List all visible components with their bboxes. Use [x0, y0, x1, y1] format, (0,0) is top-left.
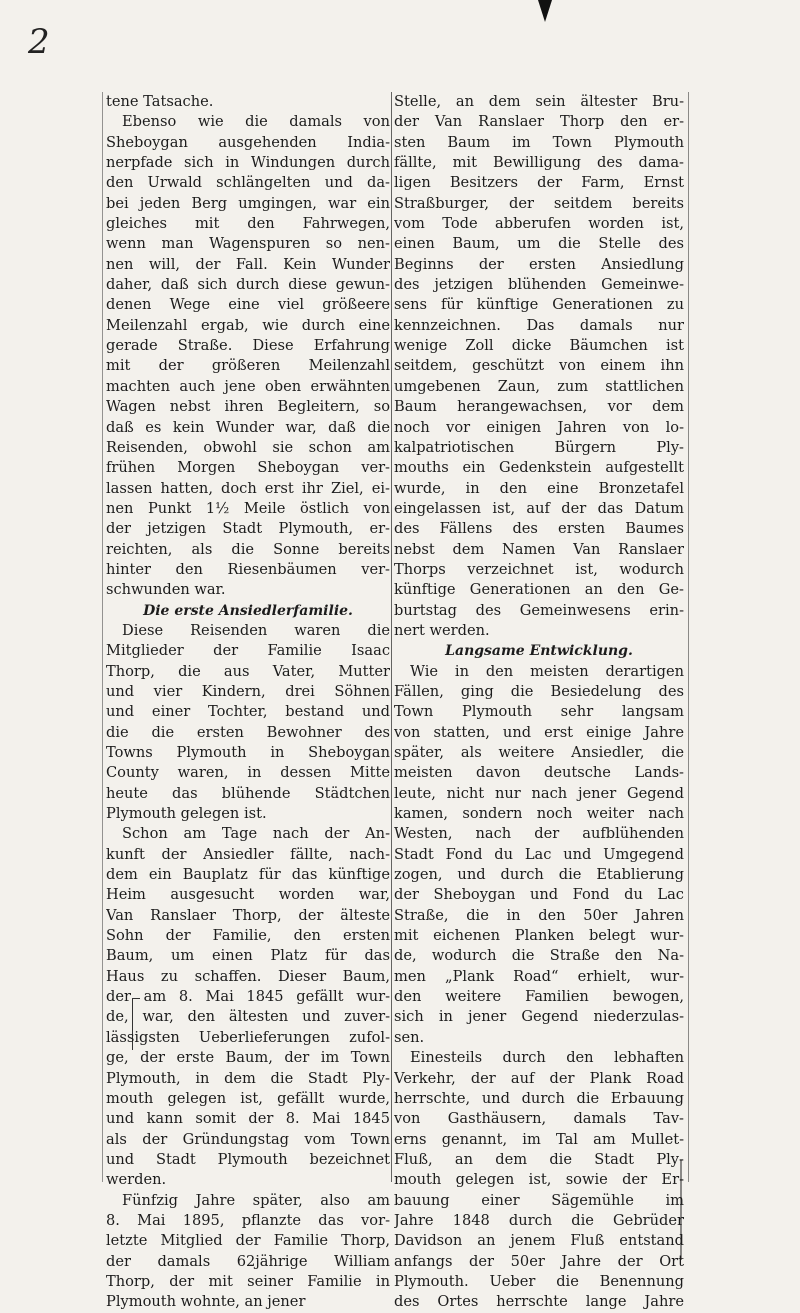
left-border-rule — [102, 92, 103, 1182]
text-line: wurde, in den eine Bronzetafel — [394, 479, 684, 497]
text-line: der Van Ranslaer Thorp den er- — [394, 113, 684, 131]
text-line: eingelassen ist, auf der das Datum — [394, 499, 684, 517]
text-line: Thorp, die aus Vater, Mutter — [106, 662, 390, 680]
text-line: Plymouth gelegen ist. — [106, 805, 267, 823]
text-line: des Fällens des ersten Baumes — [394, 520, 684, 538]
text-line: nebst dem Namen Van Ranslaer — [394, 540, 684, 558]
text-line: Towns Plymouth in Sheboygan — [106, 744, 390, 761]
text-line: als der Gründungstag vom Town — [106, 1130, 390, 1148]
text-line: ge, der erste Baum, der im Town — [106, 1049, 390, 1067]
column-divider — [391, 92, 392, 1182]
text-line: zogen, und durch die Etablierung — [394, 866, 684, 884]
text-line: Thorp, der mit seiner Familie in — [106, 1272, 390, 1290]
text-line: Wagen nebst ihren Begleitern, so — [106, 398, 390, 416]
right-border-rule — [688, 92, 689, 1182]
text-line: bei jeden Berg umgingen, war ein — [106, 194, 390, 212]
text-line: den Urwald schlängelten und da- — [106, 174, 390, 192]
text-line: Haus zu schaffen. Dieser Baum, — [106, 967, 390, 985]
text-line: nerpfade sich in Windungen durch — [106, 154, 390, 172]
text-line: meisten davon deutsche Lands- — [394, 764, 684, 782]
text-line: seitdem, geschützt von einem ihn — [394, 357, 684, 375]
text-line: Westen, nach der aufblühenden — [394, 825, 684, 843]
text-line: Straßburger, der seitdem bereits — [394, 194, 684, 212]
text-line: einen Baum, um die Stelle des — [394, 235, 684, 253]
text-line: Einesteils durch den lebhaften — [410, 1049, 684, 1067]
text-line: nert werden. — [394, 621, 490, 639]
text-line: men „Plank Road“ erhielt, wur- — [394, 967, 684, 985]
text-line: Davidson an jenem Fluß entstand — [394, 1232, 684, 1250]
text-line: wenige Zoll dicke Bäumchen ist — [394, 337, 684, 355]
text-line: Wie in den meisten derartigen — [410, 662, 684, 680]
text-line: von Gasthäusern, damals Tav- — [394, 1110, 684, 1128]
text-line: werden. — [106, 1171, 167, 1189]
text-line: erns genannt, im Tal am Mullet- — [394, 1130, 684, 1148]
text-line: sen. — [394, 1028, 425, 1046]
text-line: und Stadt Plymouth bezeichnet — [106, 1150, 390, 1168]
text-line: und vier Kindern, drei Söhnen — [106, 682, 390, 700]
text-line: Plymouth. Ueber die Benennung — [394, 1272, 684, 1290]
text-line: des jetzigen blühenden Gemeinwe- — [394, 276, 684, 294]
text-line: Reisenden, obwohl sie schon am — [106, 438, 390, 456]
text-line: umgebenen Zaun, zum stattlichen — [394, 377, 684, 395]
text-line: fällte, mit Bewilligung des dama- — [394, 154, 684, 172]
text-line: sich in jener Gegend niederzulas- — [394, 1008, 684, 1026]
text-line: sens für künftige Generationen zu — [394, 296, 684, 314]
text-line: mit eichenen Planken belegt wur- — [394, 927, 684, 945]
text-line: tene Tatsache. — [106, 93, 214, 110]
text-line: County waren, in dessen Mitte — [106, 764, 390, 782]
text-line: letzte Mitglied der Familie Thorp, — [106, 1232, 390, 1250]
text-line: dem ein Bauplatz für das künftige — [106, 866, 390, 884]
text-line: den weitere Familien bewogen, — [394, 988, 684, 1006]
text-line: de, wodurch die Straße den Na- — [394, 947, 684, 965]
text-line: Beginns der ersten Ansiedlung — [394, 255, 684, 273]
text-line: Jahre 1848 durch die Gebrüder — [394, 1211, 684, 1229]
text-line: Town Plymouth sehr langsam — [394, 703, 684, 721]
text-line: die die ersten Bewohner des — [106, 723, 390, 741]
text-line: und einer Tochter, bestand und — [106, 703, 390, 721]
text-line: mouth gelegen ist, gefällt wurde, — [106, 1089, 390, 1107]
text-line: Diese Reisenden waren die — [122, 621, 390, 639]
text-line: mouth gelegen ist, sowie der Er- — [394, 1171, 684, 1189]
section-heading: Die erste Ansiedlerfamilie. — [143, 602, 353, 619]
text-line: und kann somit der 8. Mai 1845 — [106, 1110, 390, 1128]
right-column — [394, 92, 684, 1313]
text-line: reichten, als die Sonne bereits — [106, 540, 390, 558]
text-line: künftige Generationen an den Ge- — [394, 581, 684, 599]
text-line: Straße, die in den 50er Jahren — [394, 906, 684, 924]
text-line: kennzeichnen. Das damals nur — [394, 316, 684, 334]
text-line: hinter den Riesenbäumen ver- — [106, 560, 390, 578]
text-line: der Sheboygan und Fond du Lac — [394, 886, 684, 904]
text-line: burtstag des Gemeinwesens erin- — [394, 601, 684, 619]
printer-mark-icon — [536, 0, 554, 24]
text-line: Verkehr, der auf der Plank Road — [394, 1069, 684, 1087]
text-line: Stelle, an dem sein ältester Bru- — [394, 93, 684, 110]
text-line: kamen, sondern noch weiter nach — [394, 805, 684, 823]
text-line: Fluß, an dem die Stadt Ply- — [394, 1150, 684, 1168]
text-line: nen Punkt 1½ Meile östlich von — [106, 499, 390, 517]
text-line: der am 8. Mai 1845 gefällt wur- — [106, 988, 390, 1006]
text-line: Baum herangewachsen, vor dem — [394, 398, 684, 416]
text-line: später, als weitere Ansiedler, die — [394, 744, 684, 761]
text-line: lassen hatten, doch erst ihr Ziel, ei- — [106, 479, 390, 497]
text-line: Stadt Fond du Lac und Umgegend — [394, 845, 684, 863]
text-line: bauung einer Sägemühle im — [394, 1191, 684, 1209]
text-line: Mitglieder der Familie Isaac — [106, 642, 390, 660]
text-line: daß es kein Wunder war, daß die — [106, 418, 390, 436]
text-line: daher, daß sich durch diese gewun- — [106, 276, 390, 294]
text-line: 8. Mai 1895, pflanzte das vor- — [106, 1211, 390, 1229]
text-line: Ebenso wie die damals von — [122, 113, 390, 131]
text-line: nen will, der Fall. Kein Wunder — [106, 255, 390, 273]
text-line: vom Tode abberufen worden ist, — [394, 215, 684, 233]
text-line: machten auch jene oben erwähnten — [106, 377, 390, 395]
text-line: Fünfzig Jahre später, also am — [122, 1191, 390, 1209]
text-line: kalpatriotischen Bürgern Ply- — [394, 438, 684, 456]
text-line: Plymouth wohnte, an jener — [106, 1293, 306, 1311]
text-line: sten Baum im Town Plymouth — [394, 133, 684, 151]
text-line: de, war, den ältesten und zuver- — [106, 1008, 390, 1026]
text-line: herrschte, und durch die Erbauung — [394, 1089, 684, 1107]
text-line: mit der größeren Meilenzahl — [106, 357, 390, 375]
text-line: Meilenzahl ergab, wie durch eine — [106, 316, 390, 334]
text-line: mouths ein Gedenkstein aufgestellt — [394, 459, 684, 477]
text-line: gerade Straße. Diese Erfahrung — [106, 337, 390, 355]
text-line: des Ortes herrschte lange Jahre — [394, 1293, 684, 1311]
text-line: schwunden war. — [106, 581, 226, 599]
text-line: Heim ausgesucht worden war, — [106, 886, 390, 904]
left-column — [106, 92, 390, 1313]
text-line: kunft der Ansiedler fällte, nach- — [106, 845, 390, 863]
text-line: von statten, und erst einige Jahre — [394, 723, 684, 741]
text-line: der jetzigen Stadt Plymouth, er- — [106, 520, 390, 538]
text-line: gleiches mit den Fahrwegen, — [106, 215, 390, 233]
text-line: denen Wege eine viel größeere — [106, 296, 390, 314]
text-line: heute das blühende Städtchen — [106, 784, 390, 802]
text-line: Thorps verzeichnet ist, wodurch — [394, 560, 684, 578]
text-line: Plymouth, in dem die Stadt Ply- — [106, 1069, 390, 1087]
page-number: 2 — [28, 22, 50, 62]
text-line: leute, nicht nur nach jener Gegend — [394, 784, 684, 802]
text-line: Van Ranslaer Thorp, der älteste — [106, 906, 390, 924]
text-line: frühen Morgen Sheboygan ver- — [106, 459, 390, 477]
text-line: wenn man Wagenspuren so nen- — [106, 235, 390, 253]
text-line: Schon am Tage nach der An- — [122, 825, 390, 843]
text-line: der damals 62jährige William — [106, 1252, 390, 1270]
text-line: Sohn der Familie, den ersten — [106, 927, 390, 945]
text-line: Baum, um einen Platz für das — [106, 947, 390, 965]
text-line: noch vor einigen Jahren von lo- — [394, 418, 684, 436]
text-line: anfangs der 50er Jahre der Ort — [394, 1252, 684, 1270]
text-line: Sheboygan ausgehenden India- — [106, 133, 390, 151]
section-heading: Langsame Entwicklung. — [445, 643, 633, 660]
text-line: lässigsten Ueberlieferungen zufol- — [106, 1028, 390, 1046]
text-line: ligen Besitzers der Farm, Ernst — [394, 174, 684, 192]
text-line: Fällen, ging die Besiedelung des — [394, 682, 684, 700]
